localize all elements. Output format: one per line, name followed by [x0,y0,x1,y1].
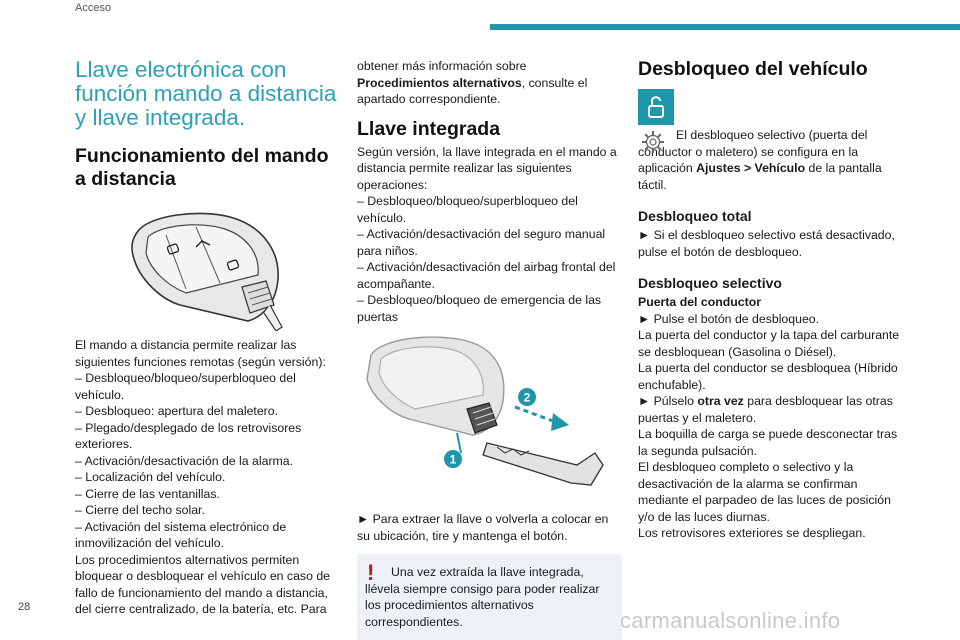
remote-function-item: – Localización del vehículo. [75,470,226,484]
key-fob-illustration [75,201,337,331]
padlock-open-icon [638,89,674,125]
remote-function-item: – Plegado/desplegado de los retrovisores exteriores. [75,420,302,451]
selective-line: El desbloqueo completo o selectivo y la desactivación de la alarma se confirman mediante el parpadeo de las luces de posición y/o de las luces diurnas. [638,460,891,524]
heading-total-unlocking: Desbloqueo total [638,208,752,224]
press-again-text [638,393,908,426]
alternative-procedures-link-text: Procedimientos alternativos [357,75,522,90]
column-2 [357,58,622,640]
alternative-procedures-continued [357,58,622,108]
text-run: de la pantalla táctil. [638,161,882,192]
remote-function-item: – Desbloqueo: apertura del maletero. [75,404,279,418]
remote-function-item: – Cierre de las ventanillas. [75,486,220,501]
page-title: Llave electrónica con función mando a distancia y llave integrada. [75,57,337,130]
text-run: ► Púlselo [638,394,698,408]
heading-remote-operation: Funcionamiento del mando a distancia [75,145,329,190]
column-1 [75,58,337,618]
remote-function-item: – Desbloqueo/bloqueo/superbloqueo del vehículo. [75,371,296,402]
warning-icon: ! [367,560,375,585]
text-run: obtener más información sobre [357,59,527,73]
running-header-section: Acceso [75,2,112,14]
heading-vehicle-unlocking: Desbloqueo del vehículo [638,58,868,80]
press-again-emphasis: otra vez [697,394,744,408]
selective-line: La boquilla de carga se puede desconectar tras la segunda pulsación. [638,427,898,458]
heading-driver-door: Puerta del conductor [638,295,761,309]
remote-function-item: – Cierre del techo solar. [75,503,205,517]
integrated-key-intro: Según versión, la llave integrada en el mando a distancia permite realizar las siguientes operaciones: [357,144,617,192]
selective-line: Los retrovisores exteriores se despliegan. [638,526,866,540]
selective-config-text [638,127,908,193]
callout-1: 1 [449,452,457,467]
warning-text: Una vez extraída la llave integrada, llévela siempre consigo para poder realizar los procedimientos alternativos correspondientes. [365,565,600,629]
heading-integrated-key: Llave integrada [357,117,501,140]
text-run: para desbloquear las otras puertas y el maletero. [638,394,893,425]
remote-intro-text: El mando a distancia permite realizar las siguientes funciones remotas (según versión): [75,338,326,369]
integrated-key-op: – Activación/desactivación del airbag frontal del acompañante. [357,260,616,291]
integrated-key-op: – Desbloqueo/bloqueo/superbloqueo del vehículo. [357,194,578,225]
header-accent-bar [490,24,960,30]
column-3 [638,58,908,542]
text-run: El desbloqueo selectivo (puerta del conductor o maletero) se configura en la aplicación [638,128,868,175]
callout-2: 2 [523,390,531,405]
selective-config-block [638,127,908,193]
key-extraction-illustration [357,325,622,505]
heading-selective-unlocking: Desbloqueo selectivo [638,275,782,291]
remote-function-item: – Activación/desactivación de la alarma. [75,453,294,468]
total-unlocking-text: ► Si el desbloqueo selectivo está desactivado, pulse el botón de desbloqueo. [638,228,895,259]
alternative-procedures-text: Los procedimientos alternativos permiten bloquear o desbloquear el vehículo en caso de fallo de funcionamiento del mando a distancia, del cierre centralizado, de la batería, etc. Para [75,552,331,616]
page-number: 28 [18,601,31,613]
watermark: carmanualsonline.info [620,608,841,633]
key-extraction-figure [357,325,622,505]
warning-box [357,554,622,640]
selective-line: La puerta del conductor se desbloquea (Híbrido enchufable). [638,361,898,392]
settings-path: Ajustes > Vehículo [696,161,806,175]
integrated-key-op: – Activación/desactivación del seguro manual para niños. [357,227,606,258]
remote-function-item: – Activación del sistema electrónico de inmovilización del vehículo. [75,519,287,550]
selective-line: ► Pulse el botón de desbloqueo. [638,311,820,326]
gear-icon [638,127,668,157]
key-extract-instruction: ► Para extraer la llave o volverla a colocar en su ubicación, tire y mantenga el botón. [357,512,609,543]
selective-line: La puerta del conductor y la tapa del carburante se desbloquean (Gasolina o Diésel). [638,328,900,359]
text-run: , consulte el apartado correspondiente. [357,75,588,106]
integrated-key-op: – Desbloqueo/bloqueo de emergencia de las puertas [357,293,602,324]
